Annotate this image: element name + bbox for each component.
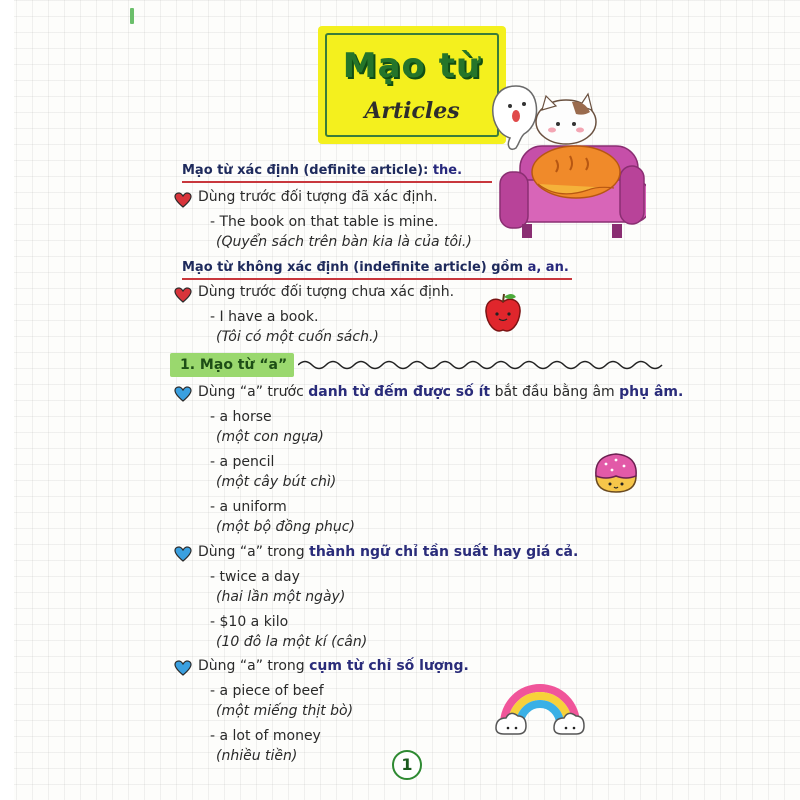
definite-heading [182, 163, 462, 178]
indefinite-highlight: a, an. [527, 260, 569, 275]
heart-red-icon [174, 287, 192, 303]
definite-translation: (Quyển sách trên bàn kia là của tôi.) [216, 234, 472, 250]
example-vi: (một bộ đồng phục) [216, 519, 355, 535]
indefinite-example: - I have a book. [210, 309, 319, 325]
example-en: - $10 a kilo [210, 614, 289, 630]
page-title: Mạo từ [342, 46, 482, 86]
example-vi: (nhiều tiền) [216, 748, 298, 764]
indefinite-usage: Dùng trước đối tượng chưa xác định. [198, 284, 455, 300]
definite-heading-text: Mạo từ xác định (definite article): [182, 163, 433, 178]
heart-blue-icon [174, 660, 192, 676]
page-number: 1 [392, 750, 422, 780]
example-vi: (một miếng thịt bò) [216, 703, 354, 719]
example-vi: (hai lần một ngày) [216, 589, 346, 605]
donut-sticker [592, 450, 640, 496]
page-subtitle: Articles [364, 98, 460, 124]
rainbow-sticker [494, 664, 586, 748]
apple-sticker [482, 292, 524, 336]
example-en: - a uniform [210, 499, 287, 515]
rule-3-prefix: Dùng “a” trong [198, 658, 310, 674]
rule-1-prefix: Dùng “a” trước [198, 384, 309, 400]
indefinite-translation: (Tôi có một cuốn sách.) [216, 329, 379, 345]
example-en: - a horse [210, 409, 272, 425]
heart-blue-icon [174, 386, 192, 402]
example-vi: (một con ngựa) [216, 429, 324, 445]
rule-1-emphasis: danh từ đếm được số ít [308, 384, 491, 400]
heart-red-icon [174, 192, 192, 208]
rule-1-emphasis2: phụ âm. [619, 384, 684, 400]
example-en: - a pencil [210, 454, 275, 470]
rule-3-text [198, 658, 469, 674]
rule-1-middle: bắt đầu bằng âm [490, 384, 620, 400]
page-edge [0, 0, 14, 800]
example-vi: (10 đô la một kí (cân) [216, 634, 368, 650]
rule-1-text [198, 384, 683, 400]
title-card [318, 26, 506, 144]
section-1-label: 1. Mạo từ “a” [170, 353, 294, 377]
cat-on-sofa-sticker [486, 76, 646, 246]
rule-3-emphasis: cụm từ chỉ số lượng. [309, 658, 469, 674]
definite-underline [182, 181, 492, 183]
rule-2-emphasis: thành ngữ chỉ tần suất hay giá cả. [309, 544, 579, 560]
example-en: - twice a day [210, 569, 300, 585]
definite-highlight: the. [432, 163, 463, 178]
definite-usage: Dùng trước đối tượng đã xác định. [198, 189, 438, 205]
example-en: - a piece of beef [210, 683, 324, 699]
rule-2-prefix: Dùng “a” trong [198, 544, 310, 560]
corner-mark [130, 8, 134, 24]
indefinite-heading-text: Mạo từ không xác định (indefinite article) gồm [182, 260, 528, 275]
indefinite-heading [182, 260, 569, 275]
rule-2-text [198, 544, 578, 560]
definite-example: - The book on that table is mine. [210, 214, 439, 230]
heart-blue-icon [174, 546, 192, 562]
example-en: - a lot of money [210, 728, 321, 744]
indefinite-underline [182, 278, 572, 280]
wavy-divider [298, 358, 672, 372]
example-vi: (một cây bút chì) [216, 474, 337, 490]
